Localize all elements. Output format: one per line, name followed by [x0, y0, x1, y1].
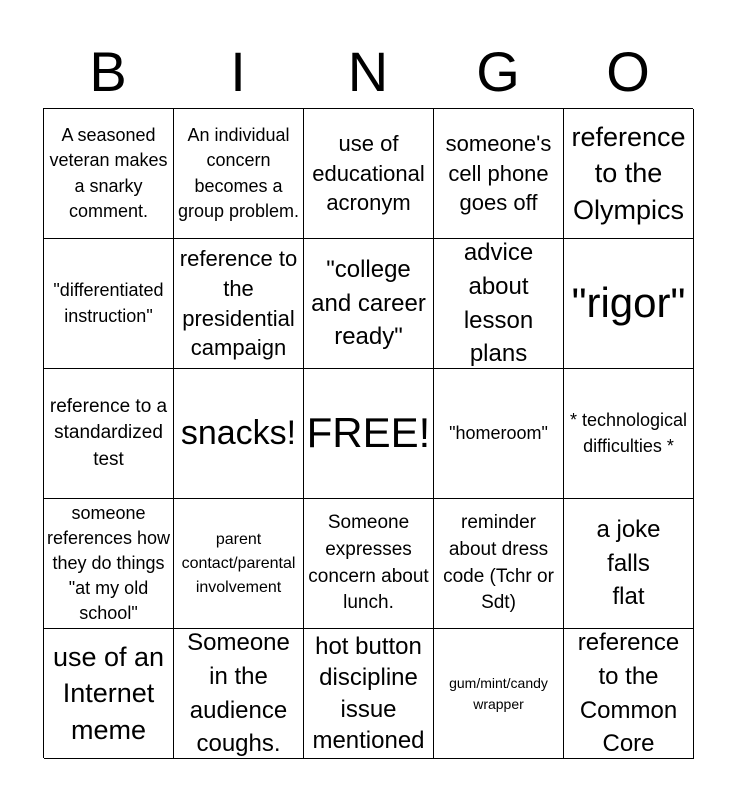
- bingo-cell[interactable]: [174, 109, 304, 239]
- header-letter-b: B: [89, 40, 127, 103]
- bingo-header: [43, 36, 693, 108]
- cell-text: gum/mint/candy wrapper: [449, 674, 548, 712]
- bingo-cell[interactable]: [564, 239, 694, 369]
- cell-text: reminder about dress code (Tchr or Sdt): [443, 512, 554, 614]
- bingo-cell[interactable]: [174, 499, 304, 629]
- bingo-cell[interactable]: [564, 109, 694, 239]
- cell-text: "homeroom": [449, 422, 548, 443]
- bingo-cell[interactable]: [564, 369, 694, 499]
- cell-text: * technological difficulties *: [569, 410, 688, 456]
- cell-text: A seasoned veteran makes a snarky comment.: [49, 125, 168, 221]
- header-letter-g: G: [476, 40, 520, 103]
- bingo-cell[interactable]: [44, 239, 174, 369]
- cell-text: someone's cell phone goes off: [445, 130, 552, 216]
- bingo-cell[interactable]: [174, 239, 304, 369]
- cell-text: Someone in the audience coughs.: [187, 629, 290, 758]
- bingo-cell[interactable]: [564, 629, 694, 759]
- cell-text: "college and career ready": [311, 256, 426, 351]
- cell-text: reference to the presidential campaign: [179, 246, 298, 361]
- cell-text: reference to the Olympics: [571, 121, 686, 225]
- cell-text: reference to a standardized test: [49, 395, 168, 470]
- header-letter-o: O: [606, 40, 650, 103]
- bingo-cell[interactable]: [44, 109, 174, 239]
- bingo-cell[interactable]: [174, 369, 304, 499]
- bingo-card: [43, 108, 693, 758]
- cell-text: Someone expresses concern about lunch.: [308, 512, 429, 614]
- bingo-cell[interactable]: [564, 499, 694, 629]
- bingo-cell[interactable]: [174, 629, 304, 759]
- bingo-cell[interactable]: [44, 629, 174, 759]
- bingo-cell[interactable]: [304, 239, 434, 369]
- cell-text: hot button discipline issue mentioned: [312, 633, 425, 754]
- bingo-cell[interactable]: [434, 369, 564, 499]
- cell-text: FREE!: [306, 409, 431, 457]
- bingo-cell[interactable]: [304, 499, 434, 629]
- bingo-cell[interactable]: [434, 109, 564, 239]
- cell-text: "rigor": [571, 279, 686, 327]
- free-space[interactable]: [304, 369, 434, 499]
- header-letter-i: I: [230, 40, 246, 103]
- cell-text: advice about lesson plans: [463, 239, 534, 368]
- bingo-cell[interactable]: [44, 369, 174, 499]
- cell-text: snacks!: [180, 414, 297, 453]
- bingo-cell[interactable]: [304, 629, 434, 759]
- bingo-cell[interactable]: [434, 629, 564, 759]
- cell-text: "differentiated instruction": [53, 280, 164, 326]
- bingo-cell[interactable]: [434, 239, 564, 369]
- cell-text: a joke falls flat: [596, 516, 661, 611]
- cell-text: parent contact/parental involvement: [181, 530, 296, 596]
- cell-text: someone references how they do things "at my old school": [46, 502, 171, 624]
- cell-text: reference to the Common Core: [577, 629, 680, 758]
- cell-text: use of an Internet meme: [52, 641, 165, 745]
- bingo-cell[interactable]: [44, 499, 174, 629]
- header-letter-n: N: [347, 40, 389, 103]
- cell-text: use of educational acronym: [312, 130, 425, 216]
- bingo-cell[interactable]: [434, 499, 564, 629]
- bingo-cell[interactable]: [304, 109, 434, 239]
- cell-text: An individual concern becomes a group problem.: [177, 125, 300, 221]
